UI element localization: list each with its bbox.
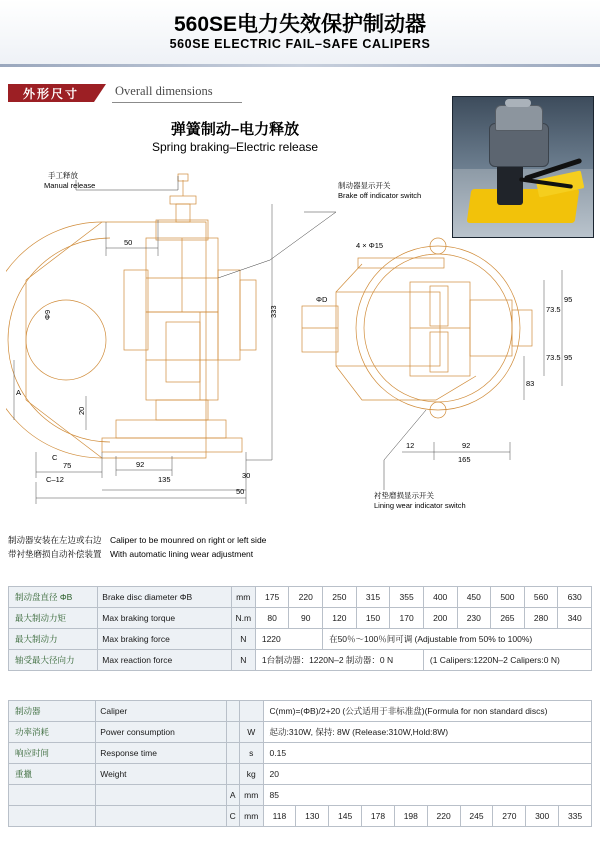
cell-value: 170: [390, 608, 424, 629]
note-mounting: 制动器安装在左边或右边 Caliper to be mounred on right or left side: [8, 535, 267, 545]
row-label-cn: 功率消耗: [9, 722, 96, 743]
row-letter: A: [226, 785, 239, 806]
dim-95-a: 95: [564, 295, 573, 304]
row-label-cn: 制动盘直径 ΦB: [9, 587, 98, 608]
row-label-cn: [9, 806, 96, 827]
dim-73-5-a: 73.5: [546, 305, 561, 314]
dim-333: 333: [269, 305, 278, 318]
cell-value: 220: [289, 587, 323, 608]
section-tag-arrow: [94, 84, 106, 102]
dim-20: 20: [77, 406, 86, 415]
row-label-cn: [9, 785, 96, 806]
dim-manual-release-en: Manual release: [44, 181, 96, 190]
row-label-en: Max braking force: [98, 629, 231, 650]
dim-50-bottom: 50: [236, 487, 245, 496]
cell-value: 90: [289, 608, 323, 629]
row-label-en: Max braking torque: [98, 608, 231, 629]
specs-table-secondary: [8, 700, 592, 827]
photo-spring-cylinder: [495, 105, 543, 131]
row-unit: N: [231, 629, 255, 650]
dim-A: A: [16, 388, 22, 397]
cell-value: 80: [255, 608, 289, 629]
dim-brake-switch-cn: 制动器显示开关: [338, 181, 391, 190]
cell-value: 270: [493, 806, 526, 827]
dim-brake-switch-en: Brake off indicator switch: [338, 191, 422, 200]
row-unit: s: [239, 743, 263, 764]
cell-note: (1 Calipers:1220N–2 Calipers:0 N): [423, 650, 591, 671]
dim-73-5-b: 73.5: [546, 353, 561, 362]
cell-value: 500: [491, 587, 525, 608]
section-tag-cn: 外形尺寸: [8, 84, 94, 102]
dim-165: 165: [458, 455, 471, 464]
dim-C: C: [52, 453, 58, 462]
cell-value: 450: [457, 587, 491, 608]
cell-value: 230: [457, 608, 491, 629]
dim-lining-switch-en: Lining wear indicator switch: [374, 501, 466, 510]
cell-value: 198: [394, 806, 427, 827]
row-letter: [226, 764, 239, 785]
row-unit: N.m: [231, 608, 255, 629]
table-row: [9, 629, 592, 650]
cell-value: 355: [390, 587, 424, 608]
row-label-cn: 响应时间: [9, 743, 96, 764]
table-row: [9, 764, 592, 785]
table-row: [9, 608, 592, 629]
row-unit: mm: [239, 806, 263, 827]
cell-value: 200: [423, 608, 457, 629]
row-label-en: [96, 806, 226, 827]
row-label-en: Caliper: [96, 701, 226, 722]
cell-value: 130: [296, 806, 329, 827]
row-unit: N: [231, 650, 255, 671]
row-letter: [226, 722, 239, 743]
row-label-cn: 重擸: [9, 764, 96, 785]
cell-value: 335: [559, 806, 592, 827]
cell-value: 1台制动器：1220N–2 制动器：0 N: [255, 650, 423, 671]
cell-value: 250: [323, 587, 357, 608]
dim-50-top: 50: [124, 238, 133, 247]
table-row: [9, 701, 592, 722]
specs-table-primary: [8, 586, 592, 671]
table-row: [9, 722, 592, 743]
cell-value: 175: [255, 587, 289, 608]
page-title-en: 560SE ELECTRIC FAIL–SAFE CALIPERS: [169, 37, 431, 51]
dim-135: 135: [158, 475, 171, 484]
row-label-cn: 最大制动力矩: [9, 608, 98, 629]
section-tag-en: Overall dimensions: [115, 84, 213, 98]
technical-drawing: [6, 160, 594, 525]
cell-value: 20: [263, 764, 592, 785]
cell-value: C(mm)=(ΦB)/2+20 (公式适用于非标准盘)(Formula for non standard discs): [263, 701, 592, 722]
dim-C12: C–12: [46, 475, 64, 484]
row-unit: [239, 701, 263, 722]
cell-value: 1220: [255, 629, 322, 650]
row-letter: C: [226, 806, 239, 827]
dim-holes: 4 × Φ15: [356, 241, 384, 250]
page-title-cn: 560SE电力失效保护制动器: [173, 13, 427, 36]
cell-value: 0.15: [263, 743, 592, 764]
row-unit: W: [239, 722, 263, 743]
row-unit: kg: [239, 764, 263, 785]
dim-75: 75: [63, 461, 72, 470]
row-label-en: Weight: [96, 764, 226, 785]
table-row: [9, 785, 592, 806]
cell-value: 315: [356, 587, 390, 608]
cell-note: 在50％～100％间可调 (Adjustable from 50% to 100%): [323, 629, 592, 650]
table-row: [9, 587, 592, 608]
cell-value: 265: [491, 608, 525, 629]
row-letter: [226, 701, 239, 722]
row-label-cn: 制动器: [9, 701, 96, 722]
dim-12: 12: [406, 441, 415, 450]
page-header: [0, 0, 600, 66]
cell-value: 178: [362, 806, 395, 827]
row-label-en: Power consumption: [96, 722, 226, 743]
header-divider: [0, 64, 600, 67]
cell-value: 630: [558, 587, 592, 608]
dim-95-b: 95: [564, 353, 573, 362]
cell-value: 300: [526, 806, 559, 827]
cell-value: 340: [558, 608, 592, 629]
dim-lining-switch-cn: 衬垫磨损显示开关: [374, 491, 434, 500]
row-label-en: Brake disc diameter ΦB: [98, 587, 231, 608]
dim-phiB: Φ9: [43, 309, 52, 320]
cell-value: 280: [524, 608, 558, 629]
cell-value: 245: [460, 806, 493, 827]
row-unit: mm: [231, 587, 255, 608]
dim-30: 30: [242, 471, 251, 480]
dim-83: 83: [526, 379, 535, 388]
cell-value: 起动:310W, 保持: 8W (Release:310W,Hold:8W): [263, 722, 592, 743]
cell-value: 400: [423, 587, 457, 608]
dim-phiD: ΦD: [316, 295, 328, 304]
row-label-en: [96, 785, 226, 806]
note-adjustment: 带衬垫磨损自动补偿装置 With automatic lining wear adjustment: [8, 549, 254, 559]
dim-92-right: 92: [462, 441, 471, 450]
cell-value: 220: [427, 806, 460, 827]
row-label-en: Response time: [96, 743, 226, 764]
row-label-cn: 最大制动力: [9, 629, 98, 650]
row-unit: mm: [239, 785, 263, 806]
section-underline: [112, 102, 242, 103]
row-label-cn: 轴受最大径向力: [9, 650, 98, 671]
table-row: [9, 650, 592, 671]
cell-value: 145: [329, 806, 362, 827]
subtitle-cn: 弹簧制动–电力释放: [170, 121, 300, 138]
dim-92-left: 92: [136, 460, 145, 469]
row-label-en: Max reaction force: [98, 650, 231, 671]
cell-value: 150: [356, 608, 390, 629]
table-row: [9, 806, 592, 827]
cell-value: 85: [263, 785, 592, 806]
row-letter: [226, 743, 239, 764]
cell-value: 120: [323, 608, 357, 629]
subtitle-en: Spring braking–Electric release: [151, 140, 319, 154]
dim-manual-release-cn: 手工释放: [48, 171, 78, 180]
table-row: [9, 743, 592, 764]
cell-value: 118: [263, 806, 296, 827]
cell-value: 560: [524, 587, 558, 608]
photo-cylinder-cap: [505, 99, 531, 107]
